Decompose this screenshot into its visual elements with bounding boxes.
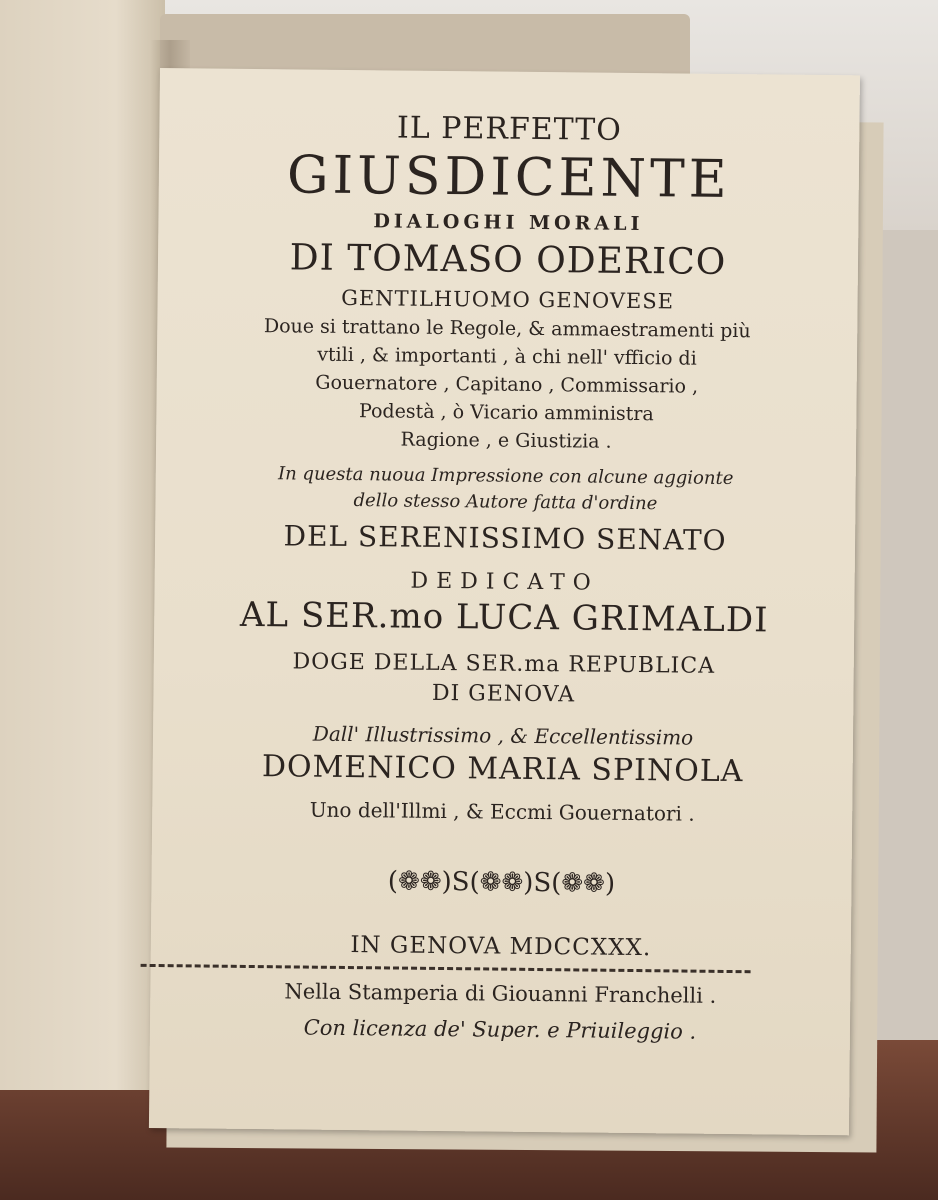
genova-line: DI GENOVA: [431, 680, 576, 708]
main-title: GIUSDICENTE: [286, 145, 732, 210]
author-title: GENTILHUOMO GENOVESE: [341, 285, 675, 314]
doge-line: DOGE DELLA SER.ma REPUBLICA: [292, 649, 716, 679]
dedication-heading: DEDICATO: [410, 568, 599, 596]
printer-line: Nella Stamperia di Giouanni Franchelli .: [284, 979, 717, 1008]
edition-line-1: In questa nuoua Impressione con alcune aggionte: [277, 463, 734, 490]
dedicator-intro: Dall' Illustrissimo , & Eccellentissimo: [312, 721, 694, 750]
imprint-rule: [151, 964, 851, 971]
license-line: Con licenza de' Super. e Priuileggio .: [303, 1015, 697, 1044]
edition-line-2: dello stesso Autore fatta d'ordine: [353, 490, 658, 515]
description-line-3: Gouernatore , Capitano , Commissario ,: [315, 371, 699, 398]
description-line-5: Ragione , e Giustizia .: [400, 428, 612, 453]
dedicator-title: Uno dell'Illmi , & Eccmi Gouernatori .: [309, 797, 695, 826]
dedicator-name: DOMENICO MARIA SPINOLA: [261, 749, 744, 790]
description-line-2: vtili , & importanti , à chi nell' vfficio di: [317, 343, 697, 370]
senate-line: DEL SERENISSIMO SENATO: [283, 519, 727, 557]
description-line-1: Doue si trattano le Regole, & ammaestramenti più: [263, 315, 751, 343]
printer-ornament: (❁❁)S(❁❁)S(❁❁): [387, 866, 616, 899]
imprint-place-date: IN GENOVA MDCCXXX.: [350, 932, 652, 962]
title-page: [149, 68, 860, 1135]
title-line-1: IL PERFETTO: [396, 110, 622, 148]
description-line-4: Podestà , ò Vicario amministra: [358, 400, 654, 426]
subtitle: DIALOGHI MORALI: [373, 210, 644, 236]
left-blank-page: [0, 0, 165, 1090]
author-line: DI TOMASO ODERICO: [289, 237, 727, 283]
dedicatee-line: AL SER.mo LUCA GRIMALDI: [239, 594, 769, 641]
